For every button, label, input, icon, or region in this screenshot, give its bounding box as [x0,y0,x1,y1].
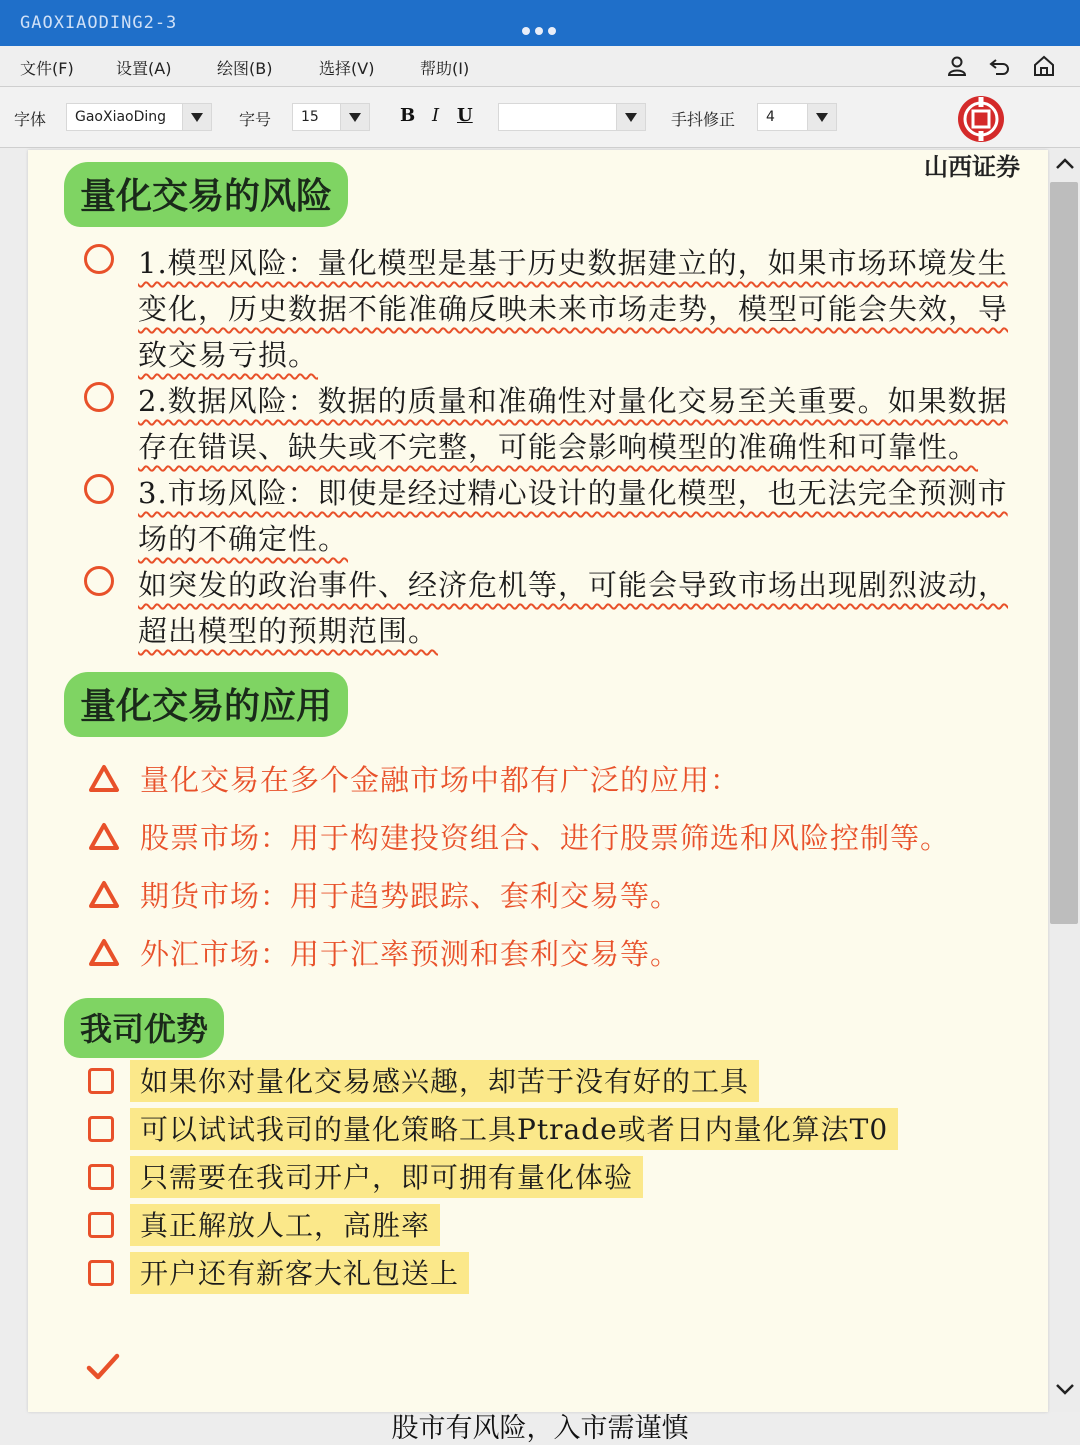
circle-bullet-icon [84,474,114,504]
checkbox[interactable] [88,1212,114,1238]
section-title-risk: 量化交易的风险 [66,164,346,225]
color-select[interactable] [498,103,646,131]
advantage-item-text: 开户还有新客大礼包送上 [130,1252,469,1294]
advantage-item-text: 如果你对量化交易感兴趣，却苦于没有好的工具 [130,1060,759,1102]
list-item [84,470,1024,562]
checkmark-icon [86,1352,120,1382]
shake-correction-value: 4 [766,109,775,125]
circle-bullet-icon [84,566,114,596]
risk-item-text: 3.市场风险：即使是经过精心设计的量化模型，也无法完全预测市场的不确定性。 [138,476,1008,556]
application-item-text: 期货市场：用于趋势跟踪、套利交易等。 [140,879,681,913]
undo-icon[interactable] [988,54,1012,78]
menu-file[interactable]: 文件(F) [20,59,74,78]
checkbox[interactable] [88,1116,114,1142]
shake-correction-select[interactable] [757,103,837,131]
risk-item-text: 如突发的政治事件、经济危机等，可能会导致市场出现剧烈波动，超出模型的预期范围。 [138,568,1009,648]
section-title-application: 量化交易的应用 [66,674,346,735]
list-item [84,240,1024,378]
application-item-text: 外汇市场：用于汇率预测和套利交易等。 [140,937,681,971]
application-item-text: 股票市场：用于构建投资组合、进行股票筛选和风险控制等。 [140,821,951,855]
format-toolbar [0,87,1080,148]
user-icon[interactable] [945,54,969,78]
risk-disclaimer: 股市有风险，入市需谨慎 [391,1413,689,1444]
advantage-item-text: 只需要在我司开户，即可拥有量化体验 [130,1156,643,1198]
triangle-bullet-icon [88,764,120,794]
bold-button[interactable]: B [400,105,416,126]
circle-bullet-icon [84,382,114,412]
menu-bar [0,46,1080,87]
checkbox[interactable] [88,1068,114,1094]
window-title: GAOXIAODING2-3 [20,13,178,33]
window-more-dots[interactable] [522,20,561,39]
triangle-bullet-icon [88,938,120,968]
list-item [84,562,1024,654]
triangle-bullet-icon [88,880,120,910]
menu-settings[interactable]: 设置(A) [116,59,172,78]
chevron-down-icon[interactable] [182,104,211,130]
section-title-advantage: 我司优势 [66,1000,222,1056]
title-bar [0,0,1080,46]
chevron-down-icon[interactable] [807,104,836,130]
shake-correction-label: 手抖修正 [671,110,736,129]
checkbox[interactable] [88,1260,114,1286]
font-label: 字体 [14,110,47,129]
menu-select[interactable]: 选择(V) [319,59,375,78]
brand-name: 山西证券 [924,153,1020,181]
menu-draw[interactable]: 绘图(B) [217,59,273,78]
home-icon[interactable] [1032,54,1056,78]
checkbox[interactable] [88,1164,114,1190]
menu-help[interactable]: 帮助(I) [420,59,470,78]
italic-button[interactable]: I [432,105,440,126]
font-select[interactable] [66,103,212,131]
size-label: 字号 [239,110,272,129]
font-size-value: 15 [301,109,319,125]
list-item [84,378,1024,470]
circle-bullet-icon [84,244,114,274]
advantage-item-text: 真正解放人工，高胜率 [130,1204,440,1246]
risk-item-text: 1.模型风险：量化模型是基于历史数据建立的，如果市场环境发生变化，历史数据不能准确反映未来市场走势，模型可能会失效，导致交易亏损。 [138,246,1009,372]
application-item-text: 量化交易在多个金融市场中都有广泛的应用： [140,763,741,797]
scrollbar-thumb[interactable] [1050,182,1078,924]
shanxi-securities-logo-icon [956,94,1006,144]
advantage-item-text: 可以试试我司的量化策略工具Ptrade或者日内量化算法T0 [130,1108,898,1150]
chevron-down-icon[interactable] [1052,1378,1078,1400]
font-size-select[interactable] [292,103,370,131]
underline-button[interactable]: U [457,105,473,126]
chevron-down-icon[interactable] [340,104,369,130]
triangle-bullet-icon [88,822,120,852]
risk-item-text: 2.数据风险：数据的质量和准确性对量化交易至关重要。如果数据存在错误、缺失或不完整，可能会影响模型的准确性和可靠性。 [138,384,1008,464]
chevron-down-icon[interactable] [616,104,645,130]
chevron-up-icon[interactable] [1052,153,1078,175]
font-select-value: GaoXiaoDing [75,109,167,125]
